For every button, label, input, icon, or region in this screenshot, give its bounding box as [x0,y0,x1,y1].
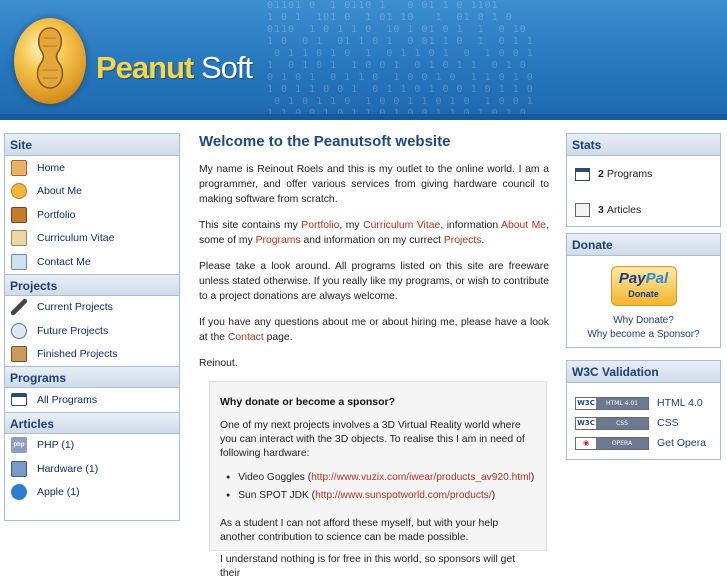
sidebar-item-label: Home [37,161,66,174]
donate-links [567,314,720,342]
html-validation-label: HTML 4.0 [657,397,703,409]
sidebar-item-apple[interactable] [5,481,179,505]
badge-right: OPERA [596,438,648,449]
brand-part-1: Peanut [96,50,194,85]
donate-box-title: Why donate or become a sponsor? [220,396,396,408]
sidebar-item-label: Future Projects [37,324,109,337]
site-section-title: Site [5,134,179,156]
sidebar-item-label: Current Projects [37,301,113,314]
cv-link[interactable]: Curriculum Vitae [363,220,441,231]
paypal-donate-label: Donate [628,289,659,299]
stat-articles [567,192,720,228]
site-contents-paragraph [199,218,549,248]
sidebar-item-about-me[interactable] [5,180,179,204]
sidebar-item-label: Hardware (1) [37,462,99,475]
projects-section-title: Projects [5,274,179,296]
paypal-logo [612,267,676,289]
sidebar-item-label: Finished Projects [37,348,118,361]
site-header [0,0,727,120]
w3c-validation-box [566,360,721,460]
opera-label: Get Opera [657,437,707,449]
text: and information on my currect [300,235,444,246]
programs-section-title: Programs [5,366,179,388]
sidebar-item-all-programs[interactable] [5,388,179,412]
stats-title: Stats [567,134,720,156]
window-icon [575,168,590,181]
contact-paragraph [199,315,549,345]
text: page. [263,332,293,343]
paypal-part-1: Pay [618,270,646,287]
page-title: Welcome to the Peanutsoft website [199,133,451,150]
donate-box-text-3: I understand nothing is for free in this world, so sponsors will get their [220,554,516,579]
donate-box-text: One of my next projects involves a 3D Virtual Reality world where you can interact with the 3D objects. To realise this I am in need of following hardware: [220,420,525,459]
left-sidebar [4,133,180,521]
text: , my [339,220,364,231]
projects-link[interactable]: Projects [443,235,482,246]
item-url-link[interactable]: http://www.vuzix.com/iwear/products_av920.html [311,472,531,483]
header-bottom-bar [0,114,727,120]
contact-link[interactable]: Contact [227,332,264,343]
articles-section-title: Articles [5,412,179,434]
edit-icon [575,203,590,217]
apple-icon [11,484,27,500]
badge-left: W3C [577,418,595,427]
badge-left: W3C [577,398,595,407]
item-name: Video Goggles [238,472,305,483]
opera-row[interactable] [567,433,720,453]
programs-label: Programs [606,168,653,180]
sidebar-item-label: Curriculum Vitae [37,232,115,245]
text: If you have any questions about me or about hiring me, please have a look at the [199,317,549,343]
html-badge[interactable] [575,397,649,410]
info-icon [11,183,27,199]
donate-title: Donate [567,234,720,256]
donate-box [566,233,721,348]
text: , some of my [199,220,549,246]
mail-icon [11,254,27,270]
computer-icon [11,461,27,477]
sidebar-item-hardware[interactable] [5,457,179,481]
sidebar-item-curriculum-vitae[interactable] [5,227,179,251]
sidebar-item-home[interactable] [5,156,179,180]
why-sponsor-link[interactable]: Why become a Sponsor? [587,329,700,340]
text: This site contains my [199,220,302,231]
text: . [481,235,485,246]
sidebar-item-future-projects[interactable] [5,319,179,343]
why-donate-link[interactable]: Why Donate? [613,315,674,326]
stat-programs [567,156,720,192]
badge-right: CSS [596,418,648,429]
opera-badge[interactable] [575,437,649,450]
html-validation-row[interactable] [567,393,720,413]
briefcase-icon [11,207,27,223]
sidebar-item-php[interactable] [5,434,179,458]
sidebar-item-label: Apple (1) [37,486,80,499]
sidebar-item-label: All Programs [37,393,98,406]
sidebar-item-contact-me[interactable] [5,250,179,274]
list-item: ● Video Goggles (http://www.vuzix.com/iwear/products_av920.html) [226,469,536,487]
php-icon: php [11,437,27,453]
sidebar-item-portfolio[interactable] [5,203,179,227]
item-url-link[interactable]: http://www.sunspotworld.com/products/ [315,490,492,501]
css-validation-label: CSS [657,417,679,429]
w3c-title: W3C Validation [567,361,720,383]
sidebar-item-finished-projects[interactable] [5,343,179,367]
intro-paragraph: My name is Reinout Roels and this is my outlet to the online world. I am a programmer, and offer various services from giving hardware council to making software from scratch. [199,164,549,205]
pen-icon [11,299,27,315]
articles-label: Articles [606,204,642,216]
clock-icon [11,323,27,339]
peanut-icon [34,26,66,90]
brand-logo-text[interactable] [96,50,252,86]
portfolio-link[interactable]: Portfolio [301,220,340,231]
box-icon [11,346,27,362]
sidebar-item-label: PHP (1) [37,439,75,452]
binary-background: 01101 0 1 0110 1 0 01 1 0 1101 1 0 1 101 0 1 01 10 1 01 0 1 0 0110 1 0 1 1 0 10 1 01 0 1 1 0 10 1 0 0 1 01 1 0 1 0 01 1 0 1 0 1 1 0 1 1 0 1 0 1 0 1 1 0 1 0 1 0 0 1 1 0 1 0 1 1 0 0 1 0 1 0 1 1 0 1 0 0 1 0 1 0 1 1 0 1 0 0 1 0 1 1 0 1 0 1 0 1 1 0 0 1 0 1 1 0 1 0 0 1 0 1 1 0 0 1 0 1 1 0 1 0 0 1 1 0 1 0 1 0 0 1 [267,0,534,107]
list-item: ● Sun SPOT JDK (http://www.sunspotworld.com/products/) [226,487,536,505]
donate-box-text-2: As a student I can not afford these myself, but with your help another contribution to science can be made possible. [220,518,499,543]
window-icon [11,393,27,406]
signature: Reinout. [199,358,238,369]
paypal-donate-button[interactable] [611,266,677,306]
brand-part-2: Soft [200,50,253,85]
item-name: Sun SPOT JDK [238,490,309,501]
donate-info-box [209,381,547,579]
main-content [199,133,549,382]
about-me-link[interactable]: About Me [501,220,547,231]
badge-right: HTML 4.01 [596,398,648,409]
css-badge[interactable] [575,417,649,430]
sidebar-item-current-projects[interactable] [5,296,179,320]
scroll-icon [11,230,27,246]
freeware-paragraph: Please take a look around. All programs listed on this site are freeware unless stated otherwise. If you really like my programs, or wish to contribute to a project donations are always welcome. [199,261,549,302]
paypal-part-2: Pal [645,270,669,287]
articles-count: 3 [598,204,604,216]
programs-count: 2 [598,168,604,180]
sidebar-item-label: Portfolio [37,208,76,221]
hardware-list [226,469,536,505]
home-icon [11,160,27,176]
stats-box [566,133,721,227]
sidebar-item-label: Contact Me [37,255,91,268]
badge-left: ◉ [576,438,596,449]
text: , information [440,220,502,231]
programs-link[interactable]: Programs [255,235,301,246]
css-validation-row[interactable] [567,413,720,433]
sidebar-item-label: About Me [37,185,82,198]
